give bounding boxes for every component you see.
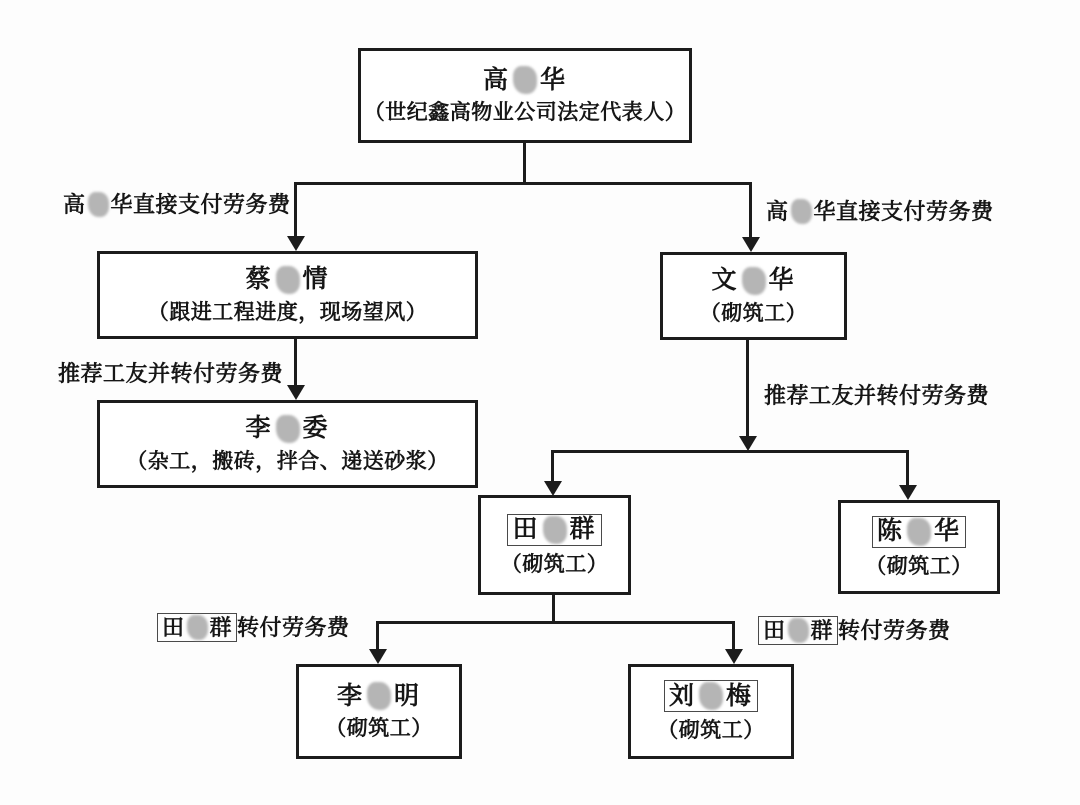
node-tian-name [507, 514, 601, 546]
label-part: 群 [810, 618, 834, 643]
node-cai [97, 251, 478, 339]
label-part: 田 [763, 618, 786, 643]
redaction-frame [664, 680, 758, 712]
node-gao-name [483, 66, 567, 94]
name-part: 委 [302, 415, 330, 443]
name-part: 高 [482, 66, 510, 94]
label-part: 高 [766, 199, 789, 224]
connector-line [906, 450, 909, 486]
arrowhead-down-icon [739, 436, 757, 451]
node-liwei-name [245, 415, 329, 443]
connector-line [551, 450, 554, 482]
edge-label-transfer-left [157, 613, 350, 642]
arrowhead-down-icon [544, 481, 562, 496]
connector-line [749, 182, 752, 238]
node-liming-name [337, 682, 421, 710]
node-chen-role: （砌筑工） [865, 553, 973, 578]
node-gao-role: （世纪鑫高物业公司法定代表人） [363, 100, 687, 125]
node-liwei [97, 400, 478, 488]
redacted-character [699, 682, 723, 710]
redaction-frame [872, 516, 966, 548]
name-part: 情 [302, 266, 330, 294]
arrowhead-down-icon [742, 237, 760, 252]
redacted-character [907, 518, 931, 546]
redacted-character [367, 682, 391, 710]
arrowhead-down-icon [287, 385, 305, 400]
name-part: 刘 [668, 682, 696, 710]
connector-line [376, 621, 735, 624]
connector-line [552, 595, 555, 623]
edge-label-pay-right [766, 199, 994, 224]
name-part: 陈 [876, 518, 904, 546]
name-part: 李 [245, 415, 273, 443]
redacted-character [513, 66, 537, 94]
name-part: 华 [768, 267, 796, 295]
node-gao [358, 48, 692, 143]
label-part: 推荐工友并转付劳务费 [58, 361, 284, 386]
label-part: 高 [63, 192, 86, 217]
connector-line [732, 621, 735, 650]
node-liu [628, 664, 794, 759]
label-part: 华直接支付劳务费 [110, 192, 291, 217]
edge-label-refer-left [58, 361, 283, 386]
connector-line [294, 182, 752, 185]
connector-line [376, 621, 379, 650]
name-part: 华 [934, 518, 962, 546]
arrowhead-down-icon [725, 649, 743, 664]
label-part: 转付劳务费 [237, 615, 350, 640]
name-part: 群 [569, 516, 597, 544]
connector-line [551, 450, 909, 453]
name-part: 明 [394, 682, 422, 710]
redacted-character [276, 266, 300, 294]
node-chen-name [872, 516, 966, 548]
connector-line [746, 340, 749, 437]
redacted-character [187, 615, 208, 640]
edge-label-refer-right [764, 383, 989, 408]
edge-label-transfer-right [758, 616, 951, 645]
label-part: 推荐工友并转付劳务费 [764, 383, 990, 408]
name-part: 李 [336, 682, 364, 710]
redacted-character [276, 415, 300, 443]
connector-line [294, 182, 297, 238]
node-liming-role: （砌筑工） [325, 716, 433, 741]
redacted-character [543, 516, 567, 544]
node-liu-role: （砌筑工） [657, 718, 765, 743]
node-cai-name [245, 266, 329, 294]
redacted-character [788, 618, 809, 643]
node-cai-role: （跟进工程进度，现场望风） [147, 299, 428, 324]
name-part: 梅 [726, 682, 754, 710]
label-part: 田 [162, 615, 185, 640]
edge-label-pay-left [63, 192, 291, 217]
name-part: 文 [711, 267, 739, 295]
label-part: 群 [209, 615, 233, 640]
redacted-character [742, 267, 766, 295]
redacted-character [88, 192, 109, 217]
connector-line [294, 339, 297, 387]
arrowhead-down-icon [369, 649, 387, 664]
node-wen-name [711, 267, 795, 295]
redaction-frame [157, 613, 237, 642]
node-tian [478, 495, 631, 595]
arrowhead-down-icon [899, 485, 917, 500]
node-liu-name [664, 680, 758, 712]
node-chen [838, 500, 1000, 594]
node-liming [296, 664, 462, 759]
connector-line [523, 143, 526, 184]
name-part: 田 [512, 516, 540, 544]
name-part: 华 [540, 66, 568, 94]
label-part: 华直接支付劳务费 [813, 199, 994, 224]
redaction-frame [507, 514, 601, 546]
node-wen-role: （砌筑工） [699, 300, 808, 325]
node-tian-role: （砌筑工） [500, 551, 609, 576]
redaction-frame [758, 616, 838, 645]
arrowhead-down-icon [287, 236, 305, 251]
name-part: 蔡 [245, 266, 273, 294]
label-part: 转付劳务费 [838, 618, 951, 643]
redacted-character [791, 199, 812, 224]
node-liwei-role: （杂工，搬砖，拌合、递送砂浆） [126, 448, 449, 473]
node-wen [660, 252, 847, 340]
